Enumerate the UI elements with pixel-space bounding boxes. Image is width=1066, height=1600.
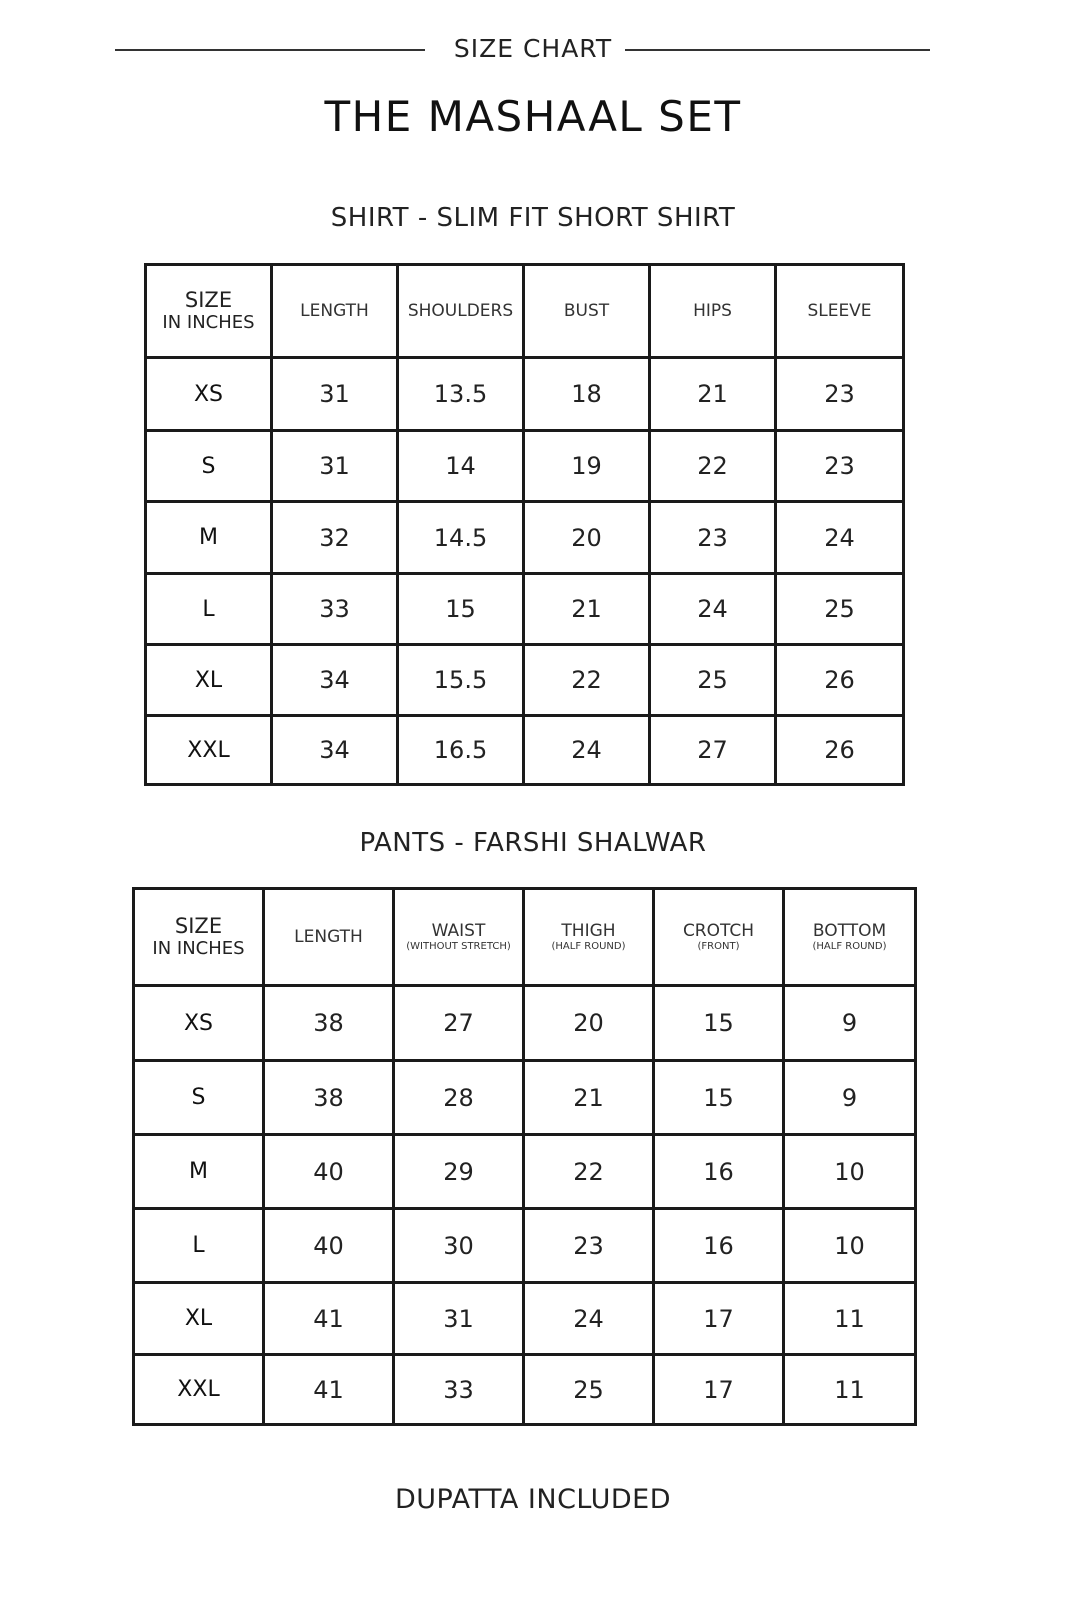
value-cell: 20 — [524, 986, 654, 1061]
value-cell: 20 — [524, 502, 650, 574]
table-row — [146, 574, 904, 645]
value-cell: 23 — [776, 358, 904, 431]
column-header — [272, 265, 398, 358]
value-cell: 40 — [264, 1135, 394, 1209]
value-cell: 16.5 — [398, 716, 524, 785]
size-cell: L — [134, 1209, 264, 1283]
value-cell: 14 — [398, 431, 524, 502]
size-cell: XL — [134, 1283, 264, 1355]
size-cell: XXL — [134, 1355, 264, 1425]
column-header-label: BOTTOM — [812, 921, 887, 941]
table-row — [134, 1135, 916, 1209]
value-cell: 38 — [264, 986, 394, 1061]
table-header-row — [146, 265, 904, 358]
value-cell: 22 — [650, 431, 776, 502]
size-header-cell — [146, 265, 272, 358]
value-cell: 18 — [524, 358, 650, 431]
value-cell: 11 — [784, 1283, 916, 1355]
value-cell: 31 — [272, 431, 398, 502]
column-header — [394, 889, 524, 986]
column-header-label: HIPS — [693, 301, 732, 321]
dupatta-note: DUPATTA INCLUDED — [394, 1484, 672, 1515]
column-header-label: CROTCH — [682, 921, 755, 941]
column-header-note: (HALF ROUND) — [812, 941, 887, 952]
column-header-label: THIGH — [561, 921, 616, 941]
value-cell: 15 — [654, 986, 784, 1061]
column-header — [650, 265, 776, 358]
value-cell: 9 — [784, 1061, 916, 1135]
value-cell: 16 — [654, 1135, 784, 1209]
value-cell: 21 — [524, 1061, 654, 1135]
value-cell: 27 — [650, 716, 776, 785]
value-cell: 19 — [524, 431, 650, 502]
size-header: SIZE — [184, 288, 233, 312]
value-cell: 11 — [784, 1355, 916, 1425]
value-cell: 16 — [654, 1209, 784, 1283]
column-header-label: LENGTH — [294, 927, 363, 947]
value-cell: 24 — [524, 1283, 654, 1355]
table-row — [146, 502, 904, 574]
size-chart-label: SIZE CHART — [453, 34, 613, 63]
size-cell: XS — [146, 358, 272, 431]
size-subheader: IN INCHES — [162, 312, 255, 333]
value-cell: 41 — [264, 1355, 394, 1425]
table-row — [134, 1209, 916, 1283]
column-header — [776, 265, 904, 358]
value-cell: 26 — [776, 645, 904, 716]
value-cell: 41 — [264, 1283, 394, 1355]
value-cell: 22 — [524, 645, 650, 716]
column-header — [524, 265, 650, 358]
size-cell: XXL — [146, 716, 272, 785]
value-cell: 9 — [784, 986, 916, 1061]
value-cell: 14.5 — [398, 502, 524, 574]
table-row — [134, 1283, 916, 1355]
size-cell: M — [146, 502, 272, 574]
value-cell: 27 — [394, 986, 524, 1061]
value-cell: 30 — [394, 1209, 524, 1283]
column-header-label: LENGTH — [300, 301, 369, 321]
size-cell: L — [146, 574, 272, 645]
value-cell: 17 — [654, 1283, 784, 1355]
value-cell: 25 — [650, 645, 776, 716]
value-cell: 13.5 — [398, 358, 524, 431]
value-cell: 24 — [650, 574, 776, 645]
size-cell: M — [134, 1135, 264, 1209]
value-cell: 31 — [394, 1283, 524, 1355]
column-header — [398, 265, 524, 358]
shirt-size-table — [144, 263, 905, 786]
value-cell: 15 — [398, 574, 524, 645]
value-cell: 21 — [650, 358, 776, 431]
value-cell: 34 — [272, 716, 398, 785]
value-cell: 15.5 — [398, 645, 524, 716]
table-row — [134, 986, 916, 1061]
value-cell: 38 — [264, 1061, 394, 1135]
value-cell: 22 — [524, 1135, 654, 1209]
value-cell: 29 — [394, 1135, 524, 1209]
value-cell: 25 — [776, 574, 904, 645]
value-cell: 10 — [784, 1135, 916, 1209]
column-header-note: (FRONT) — [697, 941, 740, 952]
size-subheader: IN INCHES — [152, 938, 245, 959]
value-cell: 23 — [650, 502, 776, 574]
value-cell: 28 — [394, 1061, 524, 1135]
value-cell: 31 — [272, 358, 398, 431]
table-row — [146, 358, 904, 431]
table-row — [146, 716, 904, 785]
size-cell: XS — [134, 986, 264, 1061]
column-header-label: SHOULDERS — [407, 301, 514, 321]
size-header-cell — [134, 889, 264, 986]
column-header — [524, 889, 654, 986]
table-row — [146, 431, 904, 502]
value-cell: 25 — [524, 1355, 654, 1425]
column-header-label: SLEEVE — [807, 301, 872, 321]
column-header-label: BUST — [563, 301, 610, 321]
value-cell: 23 — [776, 431, 904, 502]
value-cell: 26 — [776, 716, 904, 785]
value-cell: 40 — [264, 1209, 394, 1283]
size-header: SIZE — [174, 914, 223, 938]
value-cell: 33 — [272, 574, 398, 645]
value-cell: 15 — [654, 1061, 784, 1135]
table-header-row — [134, 889, 916, 986]
value-cell: 24 — [776, 502, 904, 574]
size-cell: XL — [146, 645, 272, 716]
column-header-note: (HALF ROUND) — [551, 941, 626, 952]
page-title: THE MASHAAL SET — [324, 92, 742, 141]
table-row — [134, 1355, 916, 1425]
size-cell: S — [146, 431, 272, 502]
pants-section-title: PANTS - FARSHI SHALWAR — [359, 828, 707, 858]
size-cell: S — [134, 1061, 264, 1135]
value-cell: 34 — [272, 645, 398, 716]
value-cell: 21 — [524, 574, 650, 645]
value-cell: 10 — [784, 1209, 916, 1283]
shirt-section-title: SHIRT - SLIM FIT SHORT SHIRT — [330, 203, 736, 233]
value-cell: 24 — [524, 716, 650, 785]
column-header-note: (WITHOUT STRETCH) — [406, 941, 511, 952]
value-cell: 23 — [524, 1209, 654, 1283]
table-row — [146, 645, 904, 716]
column-header — [784, 889, 916, 986]
value-cell: 33 — [394, 1355, 524, 1425]
pants-size-table — [132, 887, 917, 1426]
value-cell: 17 — [654, 1355, 784, 1425]
column-header-label: WAIST — [431, 921, 486, 941]
column-header — [654, 889, 784, 986]
table-row — [134, 1061, 916, 1135]
column-header — [264, 889, 394, 986]
value-cell: 32 — [272, 502, 398, 574]
